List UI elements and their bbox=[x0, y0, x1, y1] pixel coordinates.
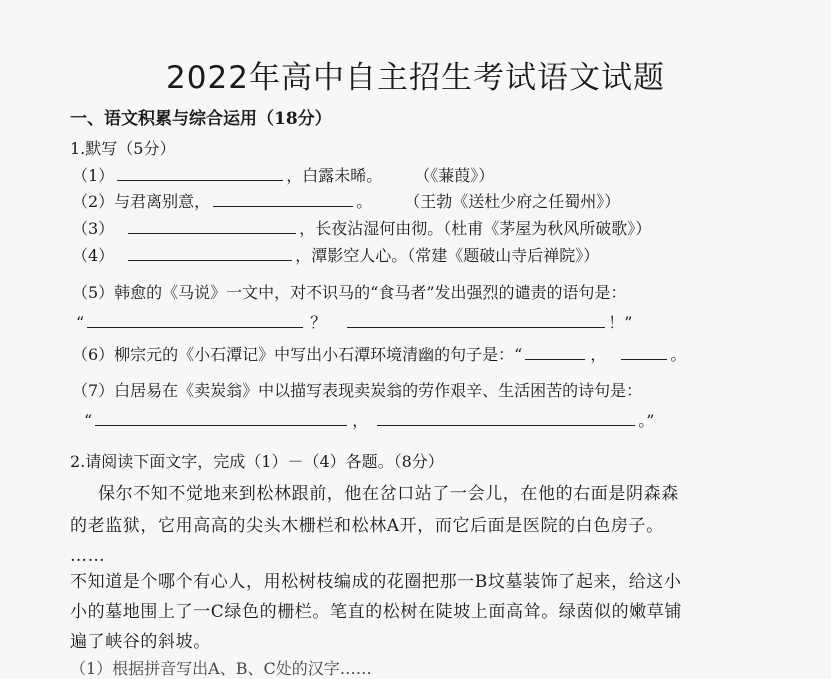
item-text: ，潭影空人心。（常建《题破山寺后禅院》） bbox=[295, 246, 600, 265]
q1-item3 bbox=[72, 218, 651, 240]
answer-blank[interactable] bbox=[87, 312, 303, 328]
item-text: 。 bbox=[356, 192, 373, 211]
q1-item1 bbox=[72, 165, 494, 187]
q1-item7-prompt: （7）白居易在《卖炭翁》中以描写表现卖炭翁的劳作艰辛、生活困苦的诗句是： bbox=[72, 381, 643, 400]
question-mark: ？ bbox=[310, 313, 327, 332]
item-number: （1） bbox=[72, 166, 115, 185]
q1-header: 1.默写（5分） bbox=[70, 139, 176, 158]
q1-item2 bbox=[72, 191, 620, 213]
item-text: （6）柳宗元的《小石潭记》中写出小石潭环境清幽的句子是：“ bbox=[72, 345, 523, 364]
item-text: ，长夜沾湿何由彻。（杜甫《茅屋为秋风所破歌》） bbox=[299, 219, 652, 238]
answer-blank[interactable] bbox=[117, 165, 283, 181]
close-mark: 。” bbox=[638, 411, 655, 430]
q1-item6 bbox=[72, 344, 686, 366]
q2-header: 2.请阅读下面文字，完成（1）－（4）各题。（8分） bbox=[70, 452, 444, 471]
answer-blank[interactable] bbox=[525, 344, 585, 360]
close-mark: ！” bbox=[608, 313, 633, 332]
section-heading: 一、语文积累与综合运用（18分） bbox=[70, 109, 332, 129]
open-quote: “ bbox=[84, 411, 93, 430]
open-quote: “ bbox=[76, 313, 85, 332]
answer-blank[interactable] bbox=[377, 410, 635, 426]
passage-ellipsis: …… bbox=[70, 546, 106, 566]
passage-line: 遍了峡谷的斜坡。 bbox=[70, 632, 211, 652]
answer-blank[interactable] bbox=[128, 245, 292, 261]
item-source: （王勃《送杜少府之任蜀州》） bbox=[412, 192, 621, 211]
comma: ， bbox=[352, 411, 369, 430]
cut-off-line: （1）根据拼音写出A、B、C处的汉字…… bbox=[70, 659, 372, 678]
answer-blank[interactable] bbox=[95, 410, 347, 426]
answer-blank[interactable] bbox=[621, 344, 667, 360]
item-number: （3） bbox=[72, 219, 115, 238]
passage-line: 小的墓地围上了一C绿色的栅栏。笔直的松树在陡坡上面高耸。绿茵似的嫩草铺 bbox=[70, 602, 683, 622]
passage-line: 的老监狱，它用高高的尖头木栅栏和松林A开，而它后面是医院的白色房子。 bbox=[70, 516, 664, 536]
exam-title: 2022年高中自主招生考试语文试题 bbox=[166, 60, 665, 96]
item-source: （《蒹葭》） bbox=[422, 166, 495, 185]
q1-item5-answer bbox=[76, 312, 632, 334]
item-text: （2）与君离别意， bbox=[72, 192, 211, 211]
comma: ， bbox=[590, 345, 607, 364]
item-number: （4） bbox=[72, 246, 115, 265]
period: 。 bbox=[670, 345, 687, 364]
answer-blank[interactable] bbox=[128, 218, 296, 234]
passage-line: 保尔不知不觉地来到松林跟前，他在岔口站了一会儿，在他的右面是阴森森 bbox=[98, 484, 679, 504]
item-text: ，白露未晞。 bbox=[286, 166, 383, 185]
answer-blank[interactable] bbox=[347, 312, 605, 328]
q1-item4 bbox=[72, 245, 599, 267]
answer-blank[interactable] bbox=[213, 191, 353, 207]
q1-item5-prompt: （5）韩愈的《马说》一文中，对不识马的“食马者”发出强烈的谴责的语句是： bbox=[72, 283, 627, 302]
passage-line: 不知道是个哪个有心人，用松树枝编成的花圈把那一B坟墓装饰了起来，给这小 bbox=[70, 572, 682, 592]
q1-item7-answer bbox=[84, 410, 654, 432]
